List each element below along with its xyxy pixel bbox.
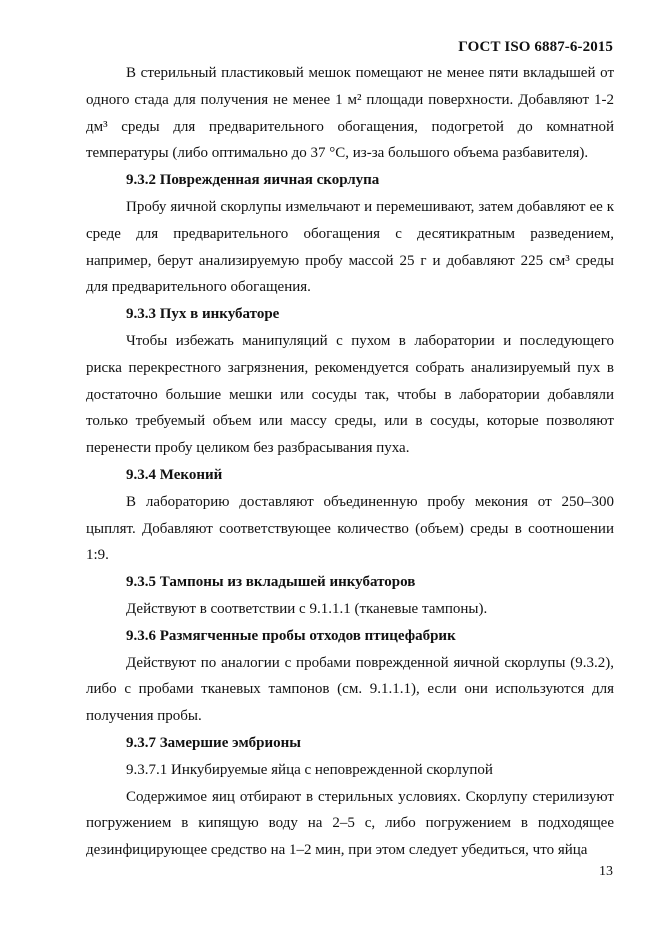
page-number: 13: [599, 864, 613, 879]
section-heading: 9.3.6 Размягченные пробы отходов птицефабрик: [126, 627, 456, 644]
page-body: [86, 60, 614, 864]
paragraph: Действуют по аналогии с пробами поврежденной яичной скорлупы (9.3.2), либо с пробами тканевых тампонов (см. 9.1.1.1), если они используются для получения пробы.: [86, 654, 614, 725]
section-heading: 9.3.3 Пух в инкубаторе: [126, 306, 280, 323]
paragraph: Пробу яичной скорлупы измельчают и перемешивают, затем добавляют ее к среде для предварительного обогащения с десятикратным разведением, например, берут анализируемую пробу массой 25 г и добавляют 225 см³ среды для предварительного обогащения.: [86, 198, 614, 296]
section-heading: 9.3.4 Меконий: [126, 466, 223, 483]
section-heading: 9.3.5 Тампоны из вкладышей инкубаторов: [126, 574, 416, 591]
subsection-title: 9.3.7.1 Инкубируемые яйца с неповрежденной скорлупой: [126, 761, 493, 778]
section-heading: 9.3.7 Замершие эмбрионы: [126, 734, 302, 751]
section-heading: 9.3.2 Поврежденная яичная скорлупа: [126, 172, 380, 189]
paragraph: В стерильный пластиковый мешок помещают не менее пяти вкладышей от одного стада для получения не менее 1 м² площади поверхности. Добавляют 1-2 дм³ среды для предварительного обогащения, подогретой до комнатной температуры (либо оптимально до 37 °С, из-за большого объема разбавителя).: [86, 65, 614, 162]
document-header: ГОСТ ISO 6887-6-2015: [458, 39, 613, 55]
paragraph: Содержимое яиц отбирают в стерильных условиях. Скорлупу стерилизуют погружением в кипящую воду на 2–5 с, либо погружением в подходящее дезинфицирующее средство на 1–2 мин, при этом следует убедиться, что яйца: [86, 788, 614, 859]
paragraph: Действуют в соответствии с 9.1.1.1 (тканевые тампоны).: [126, 600, 488, 617]
paragraph: Чтобы избежать манипуляций с пухом в лаборатории и последующего риска перекрестного загрязнения, рекомендуется собрать анализируемый пух в достаточно большие мешки или сосуды так, чтобы в лаборатории добавляли только требуемый объем или массу среды, или в сосуды, которые позволяют перенести пробу целиком без разбрасывания пуха.: [86, 332, 614, 457]
paragraph: В лабораторию доставляют объединенную пробу мекония от 250–300 цыплят. Добавляют соответствующее количество (объем) среды в соотношении 1:9.: [86, 493, 614, 564]
